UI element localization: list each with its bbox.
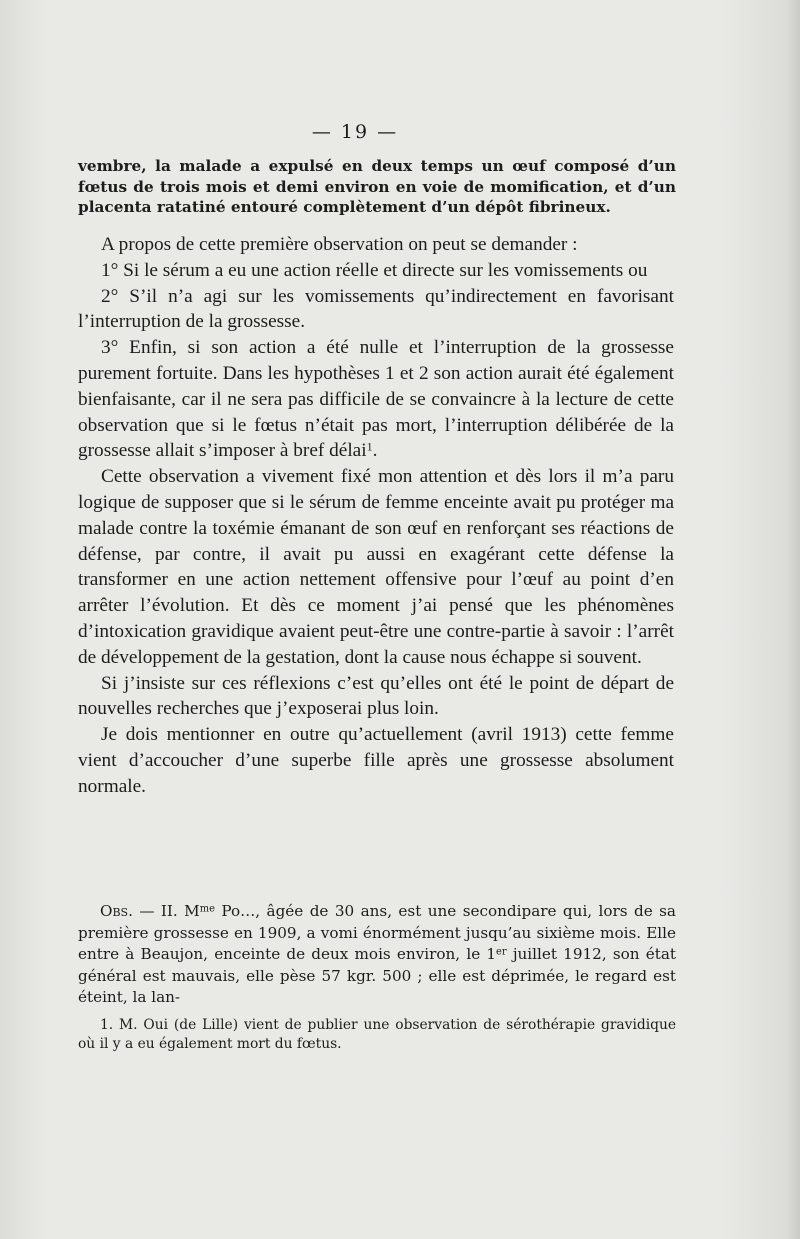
hypothesis-3-end: . bbox=[372, 440, 378, 462]
paragraph-reflection: Cette observation a vivement fixé mon attention et dès lors il m’a paru logique de supposer que si le sérum de femme enceinte avait pu protéger ma malade contre la toxémie émanant de son œuf en renforçant ses réactions de défense, par contre, il avait pu aussi en exagérant cette défense la transformer en une action nettement offensive pour l’œuf au point d’en arrêter l’évolution. Et dès ce moment j’ai pensé que les phénomènes d’intoxication gravidique avaient peut-être une contre-partie à savoir : l’arrêt de développement de la gestation, dont la cause nous échappe si souvent. bbox=[78, 466, 674, 668]
hypothesis-3-text: 3° Enfin, si son action a été nulle et l’interruption de la grossesse purement fortuite. Dans les hypothèses 1 et 2 son action aurait été également bienfaisante, car il ne sera pas difficile de se convaincre à la lecture de cette observation que si le fœtus n’était pas mort, l’interruption délibérée de la grossesse allait s’imposer à bref délai bbox=[78, 337, 674, 462]
footnote-text: 1. M. Oui (de Lille) vient de publier une observation de sérothérapie gravidique où il y a eu également mort du fœtus. bbox=[78, 1017, 676, 1052]
paragraph-hypothesis-2: 2° S’il n’a agi sur les vomissements qu’indirectement en favorisant l’interruption de la grossesse. bbox=[78, 285, 674, 333]
paragraph-outcome: Je dois mentionner en outre qu’actuellement (avril 1913) cette femme vient d’accoucher d’une superbe fille après une grossesse absolument normale. bbox=[78, 724, 674, 797]
page-edge-shadow bbox=[786, 0, 800, 1239]
page-number: — 19 — bbox=[311, 121, 399, 143]
footnote bbox=[78, 1016, 676, 1054]
paragraph-insist: Si j’insiste sur ces réflexions c’est qu’elles ont été le point de départ de nouvelles recherches que j’exposerai plus loin. bbox=[78, 672, 674, 720]
observation-2-text: Obs. — II. $M^{me}$ Po…, âgée de 30 ans, est une secondipare qui, lors de sa première grossesse en 1909, a vomi énormément jusqu’au sixième mois. Elle entre à Beaujon, enceinte de deux mois environ, le 1er juillet 1912, son état général est mauvais, elle pèse 57 kgr. 500 ; elle est déprimée, le regard est éteint, la lan- bbox=[78, 902, 676, 1006]
paragraph-hypothesis-3 bbox=[78, 335, 674, 464]
paragraph-question: A propos de cette première observation on peut se demander : bbox=[101, 234, 578, 255]
carryover-text: vembre, la malade a expulsé en deux temps un œuf composé d’un fœtus de trois mois et demi environ en voie de momification, et d’un placenta ratatiné entouré complètement d’un dépôt fibrineux. bbox=[78, 157, 676, 216]
body-text bbox=[78, 232, 674, 800]
observation-2 bbox=[78, 901, 676, 1009]
carryover-paragraph bbox=[78, 156, 676, 218]
paragraph-hypothesis-1: 1° Si le sérum a eu une action réelle et directe sur les vomissements ou bbox=[101, 259, 648, 281]
footnote-marker: 1 bbox=[366, 440, 373, 454]
observation-label: Obs. bbox=[100, 902, 133, 920]
